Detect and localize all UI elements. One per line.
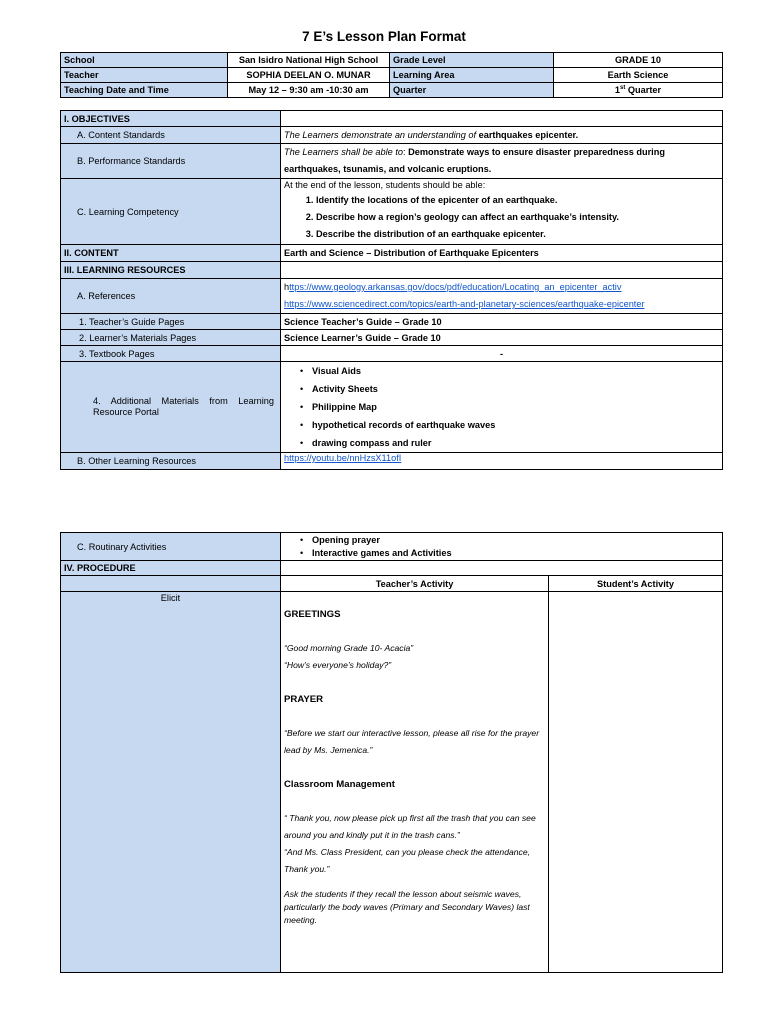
grade-level-label: Grade Level bbox=[390, 53, 554, 68]
textbook-pages-value: - bbox=[281, 346, 723, 362]
additional-materials-value bbox=[281, 362, 723, 453]
learning-area-label: Learning Area bbox=[390, 68, 554, 83]
objectives-heading: I. OBJECTIVES bbox=[61, 111, 281, 127]
performance-standards-value: The Learners shall be able to: Demonstrate ways to ensure disaster preparedness during earthquakes, tsunamis, and volcanic eruptions. bbox=[281, 144, 723, 179]
procedure-table bbox=[60, 532, 723, 973]
teaching-date-label: Teaching Date and Time bbox=[61, 83, 228, 98]
school-value: San Isidro National High School bbox=[228, 53, 390, 68]
recall-text: Ask the students if they recall the lesson about seismic waves, particularly the body waves (Primary and Secondary Waves) last meeting. bbox=[284, 889, 530, 925]
youtube-link[interactable]: https://youtu.be/nnHzsX11ofI bbox=[284, 453, 402, 463]
material-item: • Philippine Map bbox=[312, 398, 719, 416]
management-text: “And Ms. Class President, can you please check the attendance, Thank you.” bbox=[284, 847, 531, 874]
teacher-activity-cell bbox=[281, 592, 549, 973]
material-item: • Activity Sheets bbox=[312, 380, 719, 398]
other-resources-label: B. Other Learning Resources bbox=[61, 453, 281, 470]
routinary-item: • Interactive games and Activities bbox=[312, 547, 719, 560]
learners-materials-label: 2. Learner’s Materials Pages bbox=[61, 330, 281, 346]
greeting-line: “How’s everyone’s holiday?” bbox=[284, 660, 392, 670]
references-value: https://www.geology.arkansas.gov/docs/pdf/education/Locating_an_epicenter_activ https://www.sciencedirect.com/topics/earth-and-planetary-sciences/earthquake-epicenter bbox=[281, 279, 723, 314]
greetings-heading: GREETINGS bbox=[284, 609, 341, 620]
student-activity-cell bbox=[549, 592, 723, 973]
learning-competency-label: C. Learning Competency bbox=[61, 179, 281, 245]
classroom-management-heading: Classroom Management bbox=[284, 779, 395, 790]
learning-area-value: Earth Science bbox=[554, 68, 723, 83]
routinary-value bbox=[281, 533, 723, 561]
teacher-value: SOPHIA DEELAN O. MUNAR bbox=[228, 68, 390, 83]
content-heading: II. CONTENT bbox=[61, 245, 281, 262]
additional-materials-label: 4. Additional Materials from Learning Resource Portal bbox=[61, 362, 281, 453]
material-item: • hypothetical records of earthquake waves bbox=[312, 416, 719, 434]
teachers-guide-label: 1. Teacher’s Guide Pages bbox=[61, 314, 281, 330]
phase-elicit: Elicit bbox=[61, 592, 281, 973]
teaching-date-value: May 12 – 9:30 am -10:30 am bbox=[228, 83, 390, 98]
reference-link-sciencedirect[interactable]: https://www.sciencedirect.com/topics/earth-and-planetary-sciences/earthquake-epicenter bbox=[284, 299, 645, 309]
teacher-label: Teacher bbox=[61, 68, 228, 83]
competency-item: 2. Describe how a region’s geology can affect an earthquake’s intensity. bbox=[316, 209, 719, 226]
header-table bbox=[60, 52, 723, 98]
other-resources-value bbox=[281, 453, 723, 470]
teachers-guide-value: Science Teacher’s Guide – Grade 10 bbox=[281, 314, 723, 330]
textbook-pages-label: 3. Textbook Pages bbox=[61, 346, 281, 362]
quarter-label: Quarter bbox=[390, 83, 554, 98]
objectives-table bbox=[60, 110, 723, 470]
routinary-label: C. Routinary Activities bbox=[61, 533, 281, 561]
content-value: Earth and Science – Distribution of Earthquake Epicenters bbox=[281, 245, 723, 262]
reference-link-geology[interactable]: ttps://www.geology.arkansas.gov/docs/pdf/education/Locating_an_epicenter_activ bbox=[289, 282, 622, 292]
prayer-heading: PRAYER bbox=[284, 694, 324, 705]
references-label: A. References bbox=[61, 279, 281, 314]
teacher-activity-header: Teacher’s Activity bbox=[281, 576, 549, 592]
competency-item: 3. Describe the distribution of an earthquake epicenter. bbox=[316, 226, 719, 243]
student-activity-header: Student’s Activity bbox=[549, 576, 723, 592]
learning-resources-heading: III. LEARNING RESOURCES bbox=[61, 262, 281, 279]
quarter-value: 1st Quarter bbox=[554, 83, 723, 98]
material-item: • Visual Aids bbox=[312, 362, 719, 380]
greeting-line: “Good morning Grade 10- Acacia” bbox=[284, 643, 414, 653]
content-standards-label: A. Content Standards bbox=[61, 127, 281, 144]
prayer-text: “Before we start our interactive lesson, please all rise for the prayer lead by Ms. Jemenica.” bbox=[284, 728, 540, 755]
procedure-heading: IV. PROCEDURE bbox=[61, 561, 281, 576]
performance-standards-label: B. Performance Standards bbox=[61, 144, 281, 179]
grade-level-value: GRADE 10 bbox=[554, 53, 723, 68]
routinary-item: • Opening prayer bbox=[312, 534, 719, 547]
content-standards-value: The Learners demonstrate an understanding of earthquakes epicenter. bbox=[281, 127, 723, 144]
document-title: 7 E’s Lesson Plan Format bbox=[302, 29, 466, 44]
learners-materials-value: Science Learner’s Guide – Grade 10 bbox=[281, 330, 723, 346]
material-item: • drawing compass and ruler bbox=[312, 434, 719, 452]
competency-item: 1. Identify the locations of the epicenter of an earthquake. bbox=[316, 192, 719, 209]
learning-competency-value: At the end of the lesson, students should be able: 1. Identify the locations of the epicenter of an earthquake. 2. Describe how a region’s geology can affect an earthquake’s intensity. 3. Describe the distribution of an earthquake epicenter. bbox=[281, 179, 723, 245]
management-text: “ Thank you, now please pick up first all the trash that you can see around you and kindly put it in the trash cans.” bbox=[284, 813, 536, 840]
school-label: School bbox=[61, 53, 228, 68]
